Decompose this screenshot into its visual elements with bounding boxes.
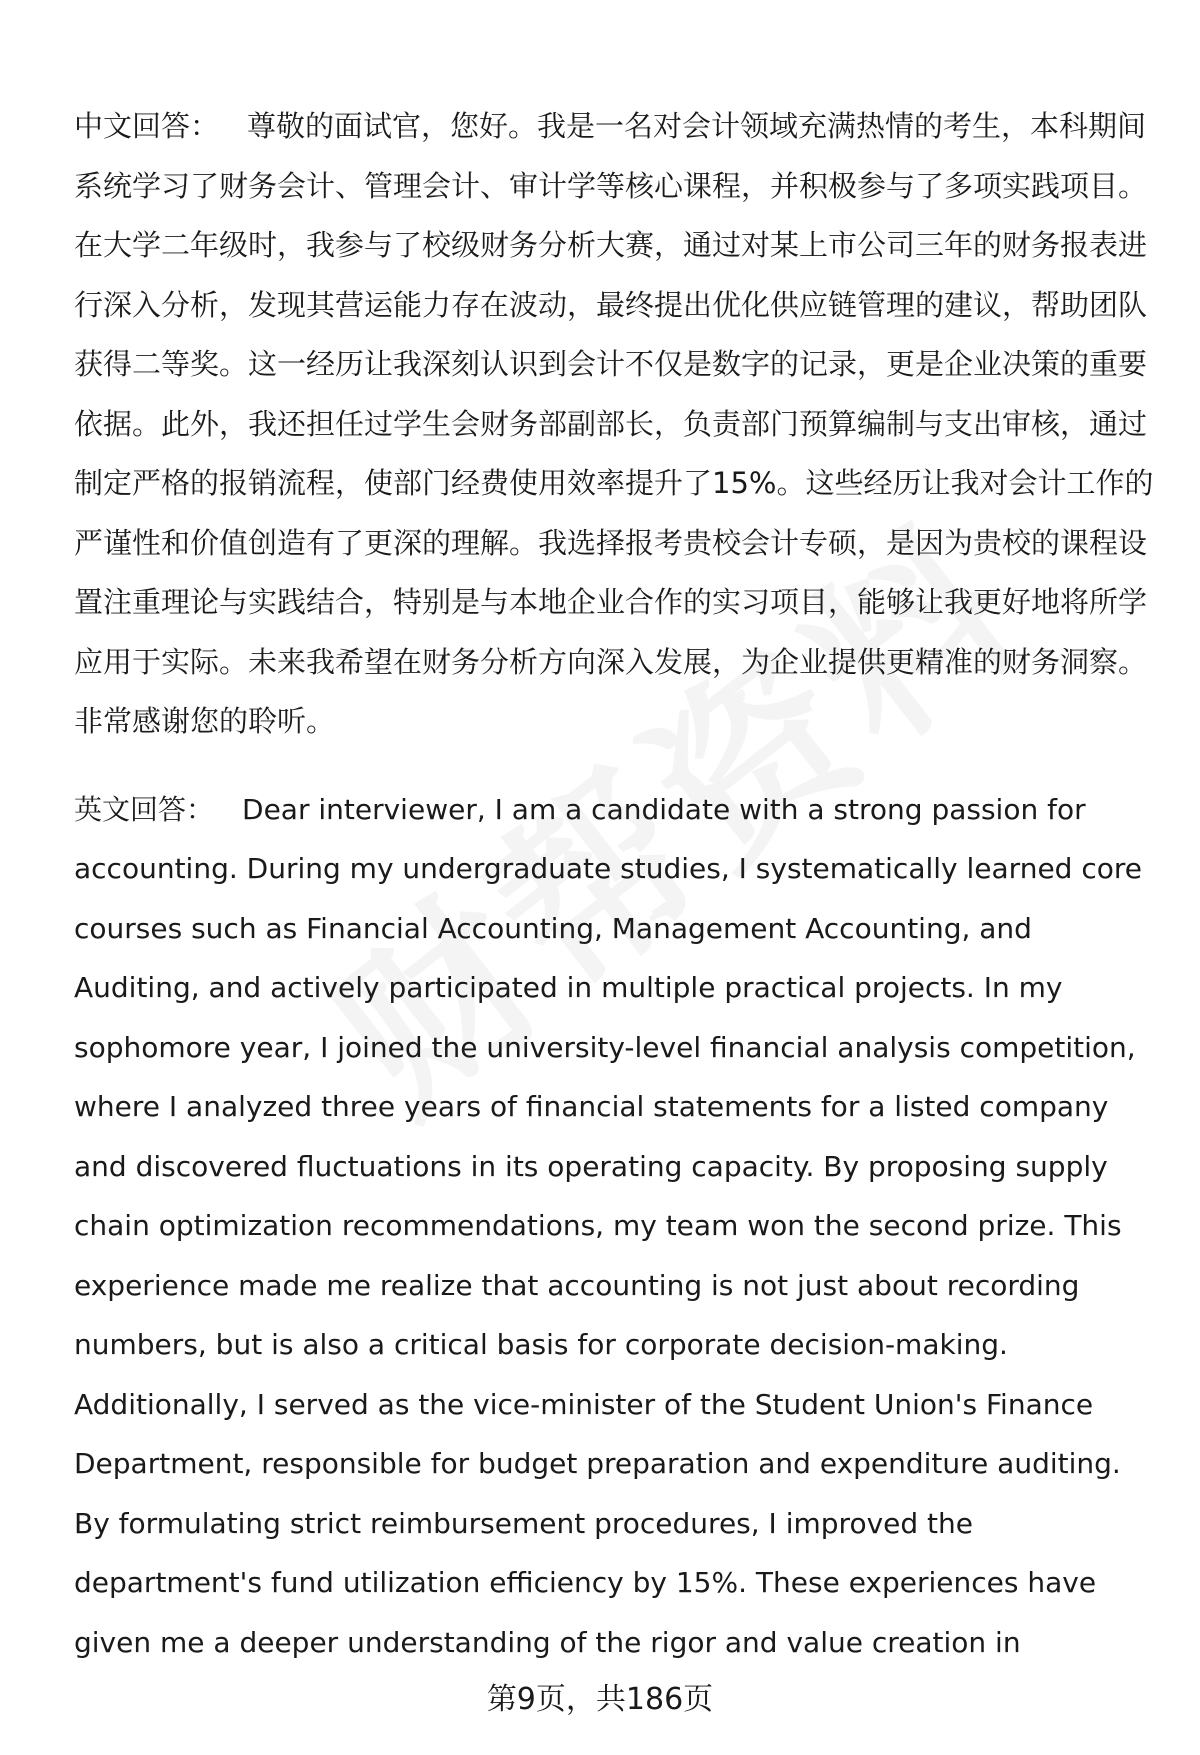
chinese-answer-label: 中文回答： [74, 109, 220, 143]
page-number: 第9页，共186页 [486, 1682, 714, 1717]
english-answer-paragraph [74, 780, 1154, 1673]
chinese-answer-text: 尊敬的面试官，您好。我是一名对会计领域充满热情的考生，本科期间系统学习了财务会计、管理会计、审计学等核心课程，并积极参与了多项实践项目。在大学二年级时，我参与了校级财务分析大赛，通过对某上市公司三年的财务报表进行深入分析，发现其营运能力存在波动，最终提出优化供应链管理的建议，帮助团队获得二等奖。这一经历让我深刻认识到会计不仅是数字的记录，更是企业决策的重要依据。此外，我还担任过学生会财务部副部长，负责部门预算编制与支出审核，通过制定严格的报销流程，使部门经费使用效率提升了15%。这些经历让我对会计工作的严谨性和价值创造有了更深的理解。我选择报考贵校会计专硕，是因为贵校的课程设置注重理论与实践结合，特别是与本地企业合作的实习项目，能够让我更好地将所学应用于实际。未来我希望在财务分析方向深入发展，为企业提供更精准的财务洞察。非常感谢您的聆听。 [74, 109, 1154, 738]
english-answer-text: Dear interviewer, I am a candidate with a strong passion for accounting. During my undergraduate studies, I systematically learned core courses such as Financial Accounting, Management Accounting, and Auditing, and actively participated in multiple practical projects. In my sophomore year, I joined the university-level financial analysis competition, where I analyzed three years of financial statements for a listed company and discovered fluctuations in its operating capacity. By proposing supply chain optimization recommendations, my team won the second prize. This experience made me realize that accounting is not just about recording numbers, but is also a critical basis for corporate decision-making. Additionally, I served as the vice-minister of the Student Union's Finance Department, responsible for budget preparation and expenditure auditing. By formulating strict reimbursement procedures, I improved the department's fund utilization efficiency by 15%. These experiences have given me a deeper understanding of the rigor and value creation in [74, 792, 1142, 1659]
chinese-answer-paragraph [74, 97, 1154, 752]
english-answer-label: 英文回答： [74, 792, 215, 826]
page-content [74, 97, 1154, 1672]
